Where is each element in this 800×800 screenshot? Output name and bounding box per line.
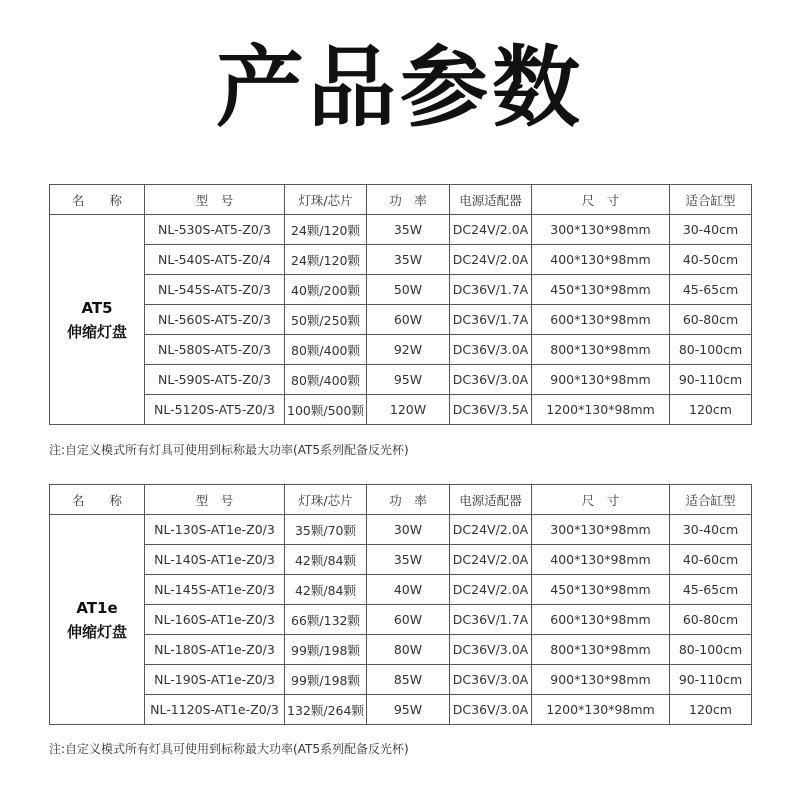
series-code: AT5 [81,298,113,317]
model-cell: NL-130S-AT1e-Z0/3 [145,515,285,545]
header-led-chip: 灯珠/芯片 [285,185,367,215]
adapter-cell: DC36V/3.0A [450,365,532,395]
tank-size-cell: 120cm [670,695,752,725]
size-cell: 900*130*98mm [532,665,670,695]
table-header-row [50,185,752,215]
table-row [50,335,752,365]
model-cell: NL-580S-AT5-Z0/3 [145,335,285,365]
led-chip-cell: 40颗/200颗 [285,275,367,305]
led-chip-cell: 66颗/132颗 [285,605,367,635]
model-cell: NL-560S-AT5-Z0/3 [145,305,285,335]
table-row [50,575,752,605]
header-size: 尺 寸 [532,185,670,215]
adapter-cell: DC24V/2.0A [450,575,532,605]
adapter-cell: DC36V/1.7A [450,305,532,335]
series-code: AT1e [76,598,118,617]
size-cell: 450*130*98mm [532,275,670,305]
table-row [50,215,752,245]
tank-size-cell: 60-80cm [670,605,752,635]
model-cell: NL-530S-AT5-Z0/3 [145,215,285,245]
header-led-chip: 灯珠/芯片 [285,485,367,515]
size-cell: 1200*130*98mm [532,395,670,425]
adapter-cell: DC36V/3.5A [450,395,532,425]
header-power: 功 率 [367,485,450,515]
footnote: 注:自定义模式所有灯具可使用到标称最大功率(AT5系列配备反光杯) [49,742,409,756]
footnote: 注:自定义模式所有灯具可使用到标称最大功率(AT5系列配备反光杯) [49,443,409,457]
table-row [50,515,752,545]
tank-size-cell: 60-80cm [670,305,752,335]
table-row [50,305,752,335]
tank-size-cell: 90-110cm [670,365,752,395]
led-chip-cell: 24颗/120颗 [285,245,367,275]
adapter-cell: DC36V/1.7A [450,605,532,635]
model-cell: NL-540S-AT5-Z0/4 [145,245,285,275]
led-chip-cell: 80颗/400颗 [285,365,367,395]
tank-size-cell: 80-100cm [670,635,752,665]
led-chip-cell: 99颗/198颗 [285,635,367,665]
model-cell: NL-5120S-AT5-Z0/3 [145,395,285,425]
header-name: 名 称 [50,185,145,215]
model-cell: NL-1120S-AT1e-Z0/3 [145,695,285,725]
led-chip-cell: 24颗/120颗 [285,215,367,245]
series-name-cell [50,215,145,425]
led-chip-cell: 50颗/250颗 [285,305,367,335]
size-cell: 300*130*98mm [532,215,670,245]
power-cell: 60W [367,305,450,335]
header-adapter: 电源适配器 [450,485,532,515]
model-cell: NL-180S-AT1e-Z0/3 [145,635,285,665]
model-cell: NL-160S-AT1e-Z0/3 [145,605,285,635]
adapter-cell: DC36V/1.7A [450,275,532,305]
tank-size-cell: 30-40cm [670,515,752,545]
led-chip-cell: 42颗/84颗 [285,545,367,575]
tank-size-cell: 90-110cm [670,665,752,695]
led-chip-cell: 99颗/198颗 [285,665,367,695]
led-chip-cell: 35颗/70颗 [285,515,367,545]
size-cell: 300*130*98mm [532,515,670,545]
page-title: 产品参数 [215,36,584,139]
model-cell: NL-190S-AT1e-Z0/3 [145,665,285,695]
adapter-cell: DC36V/3.0A [450,665,532,695]
table-header-row [50,485,752,515]
size-cell: 400*130*98mm [532,545,670,575]
table-row [50,635,752,665]
power-cell: 35W [367,245,450,275]
adapter-cell: DC24V/2.0A [450,545,532,575]
led-chip-cell: 132颗/264颗 [285,695,367,725]
power-cell: 35W [367,545,450,575]
tank-size-cell: 40-60cm [670,545,752,575]
size-cell: 800*130*98mm [532,635,670,665]
model-cell: NL-145S-AT1e-Z0/3 [145,575,285,605]
adapter-cell: DC24V/2.0A [450,245,532,275]
tank-size-cell: 40-50cm [670,245,752,275]
adapter-cell: DC24V/2.0A [450,515,532,545]
model-cell: NL-590S-AT5-Z0/3 [145,365,285,395]
header-tank: 适合缸型 [670,185,752,215]
size-cell: 1200*130*98mm [532,695,670,725]
power-cell: 85W [367,665,450,695]
tank-size-cell: 30-40cm [670,215,752,245]
power-cell: 50W [367,275,450,305]
power-cell: 92W [367,335,450,365]
table-row [50,695,752,725]
tank-size-cell: 80-100cm [670,335,752,365]
adapter-cell: DC36V/3.0A [450,335,532,365]
header-model: 型 号 [145,185,285,215]
tank-size-cell: 45-65cm [670,575,752,605]
table-row [50,365,752,395]
size-cell: 600*130*98mm [532,605,670,635]
power-cell: 95W [367,365,450,395]
header-model: 型 号 [145,485,285,515]
table-row [50,245,752,275]
table-row [50,665,752,695]
spec-table-at5 [49,184,752,425]
tank-size-cell: 120cm [670,395,752,425]
size-cell: 800*130*98mm [532,335,670,365]
adapter-cell: DC24V/2.0A [450,215,532,245]
adapter-cell: DC36V/3.0A [450,695,532,725]
led-chip-cell: 100颗/500颗 [285,395,367,425]
tank-size-cell: 45-65cm [670,275,752,305]
size-cell: 900*130*98mm [532,365,670,395]
series-name-cell [50,515,145,725]
power-cell: 35W [367,215,450,245]
adapter-cell: DC36V/3.0A [450,635,532,665]
spec-table-at1e [49,484,752,725]
header-power: 功 率 [367,185,450,215]
size-cell: 400*130*98mm [532,245,670,275]
model-cell: NL-545S-AT5-Z0/3 [145,275,285,305]
series-label: 伸缩灯盘 [66,622,127,641]
size-cell: 450*130*98mm [532,575,670,605]
led-chip-cell: 80颗/400颗 [285,335,367,365]
table-row [50,545,752,575]
table-row [50,605,752,635]
power-cell: 95W [367,695,450,725]
table-row [50,395,752,425]
power-cell: 120W [367,395,450,425]
led-chip-cell: 42颗/84颗 [285,575,367,605]
header-size: 尺 寸 [532,485,670,515]
series-label: 伸缩灯盘 [66,322,127,341]
header-tank: 适合缸型 [670,485,752,515]
power-cell: 80W [367,635,450,665]
size-cell: 600*130*98mm [532,305,670,335]
header-name: 名 称 [50,485,145,515]
power-cell: 60W [367,605,450,635]
model-cell: NL-140S-AT1e-Z0/3 [145,545,285,575]
power-cell: 30W [367,515,450,545]
table-row [50,275,752,305]
power-cell: 40W [367,575,450,605]
header-adapter: 电源适配器 [450,185,532,215]
